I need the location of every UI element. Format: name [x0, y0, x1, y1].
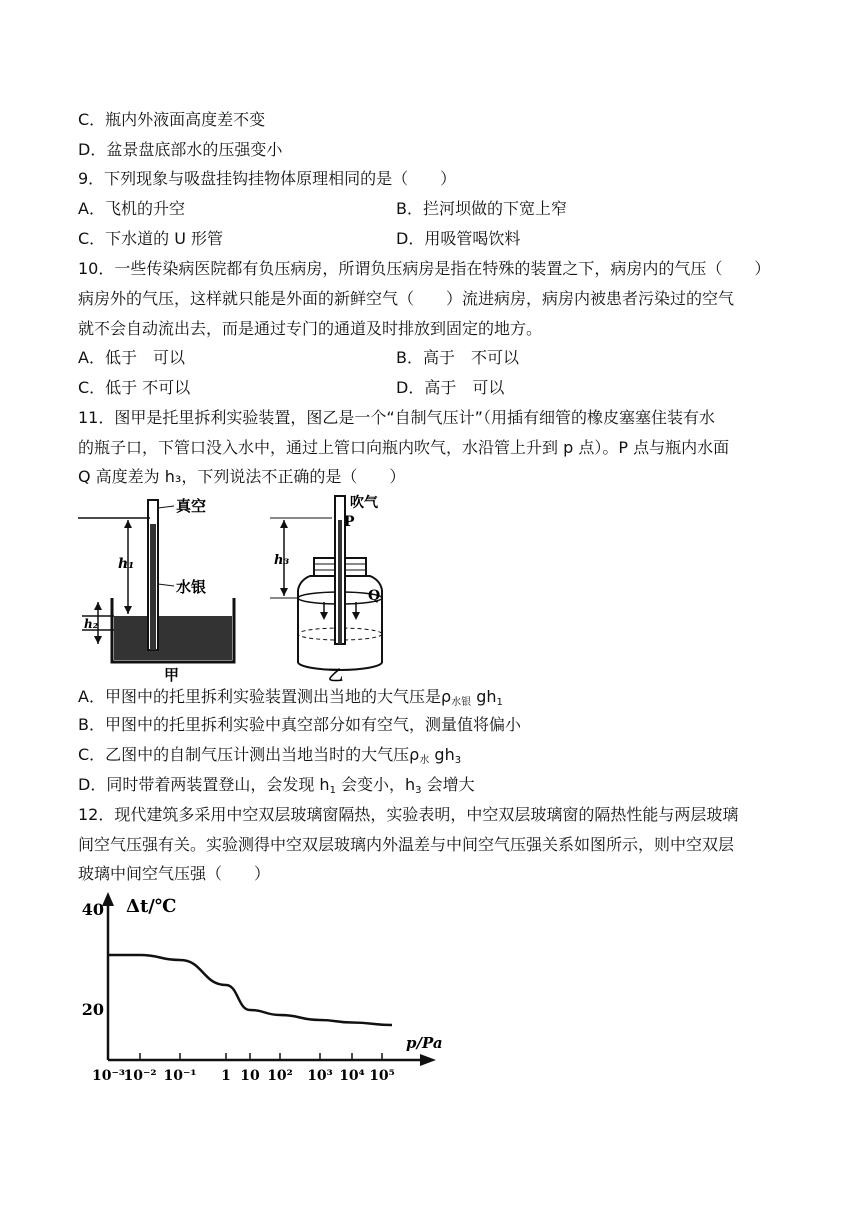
- q12-chart: [80, 890, 460, 1084]
- label-mercury: 水银: [176, 578, 207, 596]
- x-tick-label: 10⁻³: [92, 1068, 126, 1084]
- q10-option-b: B．高于 不可以: [396, 348, 519, 367]
- x-tick-label: 10⁵: [369, 1068, 395, 1084]
- label-Q: Q: [368, 588, 381, 604]
- q9-option-d: D．用吸管喝饮料: [396, 229, 521, 248]
- label-h1: h₁: [118, 556, 135, 572]
- q9-option-b: B．拦河坝做的下宽上窄: [396, 199, 567, 218]
- q10-stem-line1: 10．一些传染病医院都有负压病房，所谓负压病房是指在特殊的装置之下，病房内的气压（ ）: [78, 259, 771, 278]
- q9-option-a: A．飞机的升空: [78, 199, 185, 218]
- q10-stem-line2: 病房外的气压，这样就只能是外面的新鲜空气（ ）流进病房，病房内被患者污染过的空气: [78, 289, 735, 308]
- q11-option-b: B．甲图中的托里拆利实验中真空部分如有空气，测量值将偏小: [78, 715, 521, 734]
- x-tick-label: 1: [221, 1068, 231, 1084]
- q10-option-d: D．高于 可以: [396, 378, 505, 397]
- chart-x-arrow: [420, 1054, 436, 1066]
- q11-option-c: C．乙图中的自制气压计测出当地当时的大气压$\rho_水$ $gh_3$: [78, 745, 462, 766]
- q8-option-c: C．瓶内外液面高度差不变: [78, 110, 266, 129]
- x-tick-label: 10³: [307, 1068, 333, 1084]
- q12-stem-line2: 间空气压强有关。实验测得中空双层玻璃内外温差与中间空气压强关系如图所示，则中空双层: [78, 835, 735, 854]
- y-tick-label: 20: [81, 1000, 104, 1019]
- x-tick-label: 10: [240, 1068, 260, 1084]
- label-h2: h₂: [84, 617, 98, 631]
- q10-option-c: C．低于 不可以: [78, 378, 191, 397]
- q9-option-c: C．下水道的 U 形管: [78, 229, 224, 248]
- torricelli-apparatus: [78, 497, 234, 684]
- q8-option-d: D．盆景盘底部水的压强变小: [78, 140, 283, 159]
- label-P: P: [344, 514, 355, 530]
- q9-stem: 9．下列现象与吸盘挂钩挂物体原理相同的是（ ）: [78, 169, 457, 188]
- homemade-barometer: [270, 494, 382, 684]
- q11-figure: [78, 494, 390, 684]
- series-line: [108, 955, 392, 1025]
- label-vacuum: 真空: [176, 497, 207, 515]
- q12-stem-line1: 12．现代建筑多采用中空双层玻璃窗隔热，实验表明，中空双层玻璃窗的隔热性能与两层玻璃: [78, 805, 739, 824]
- q10-option-a: A．低于 可以: [78, 348, 185, 367]
- q11-option-a: A．甲图中的托里拆利实验装置测出当地的大气压是$\rho_{水银}$ $gh_1$: [78, 687, 503, 708]
- q11-stem-line3: Q 高度差为 h₃，下列说法不正确的是（ ）: [78, 467, 406, 486]
- q11-stem-line2: 的瓶子口，下管口没入水中，通过上管口向瓶内吹气，水沿管上升到 p 点）。P 点与瓶内水面: [78, 438, 730, 457]
- x-tick-label: 10⁴: [339, 1068, 365, 1084]
- chart-ylabel: Δt/℃: [126, 896, 177, 917]
- label-jia: 甲: [164, 666, 180, 684]
- chart-xlabel: p/Pa: [406, 1034, 443, 1052]
- x-tick-label: 10²: [267, 1068, 293, 1084]
- q11-option-d: D．同时带着两装置登山，会发现 $h_1$ 会变小，$h_3$ 会增大: [78, 775, 475, 796]
- q11-stem-line1: 11．图甲是托里拆利实验装置，图乙是一个“自制气压计”（用插有细管的橡皮塞塞住装有水: [78, 408, 715, 427]
- label-yi: 乙: [328, 666, 344, 684]
- q12-stem-line3: 玻璃中间空气压强（ ）: [78, 864, 271, 883]
- x-tick-label: 10⁻¹: [163, 1068, 197, 1084]
- label-h3: h₃: [274, 553, 290, 568]
- label-blow: 吹气: [350, 495, 378, 511]
- q10-stem-line3: 就不会自动流出去，而是通过专门的通道及时排放到固定的地方。: [78, 319, 543, 338]
- y-tick-label: 40: [81, 900, 104, 919]
- x-tick-label: 10⁻²: [123, 1068, 157, 1084]
